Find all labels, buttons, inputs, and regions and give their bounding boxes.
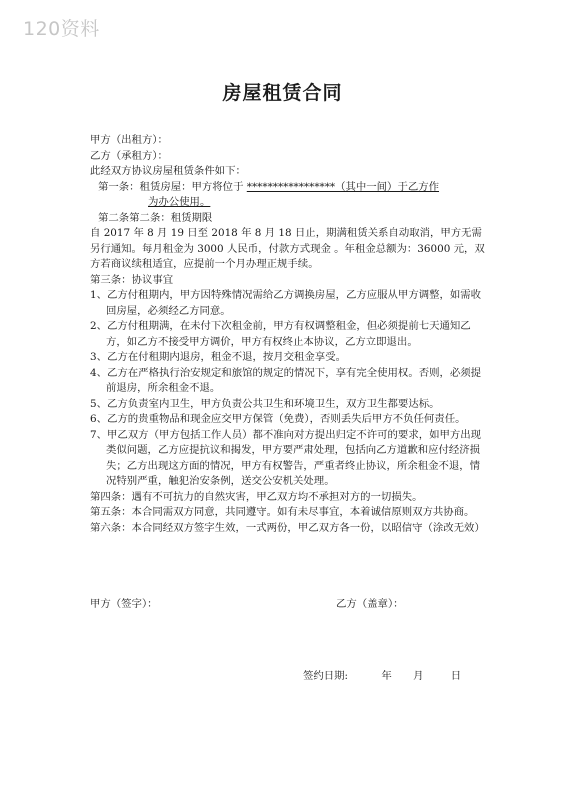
clause-1-prefix: 第一条：租赁房屋：甲方将位于 [98, 180, 247, 193]
party-b-seal: 乙方（盖章）： [336, 598, 404, 610]
watermark: 120资料 [23, 18, 100, 40]
clause-1-address: *****************（其中一间）于乙方作 [246, 180, 440, 193]
clause-3-item-1: 1、乙方付租期内，甲方因特殊情况需给乙方调换房屋，乙方应服从甲方调整，如需收回房屋，必须经乙方同意。 [90, 289, 482, 317]
clause-2-body: 自 2017 年 8 月 19 日至 2018 年 8 月 18 日止，期满租赁关系自动取消，甲方无需另行通知。每月租金为 3000 人民币，付款方式现金 。年租金总额为：36000 元，双方若商议续租适宜，应提前一个月办理正规手续。 [90, 227, 485, 270]
clause-1-continued [90, 195, 485, 211]
clause-1 [90, 180, 485, 196]
party-a-signature: 甲方（签字）： [90, 598, 158, 610]
party-b-line: 乙方（承租方）： [90, 149, 168, 162]
clause-3-item-6: 6、乙方的贵重物品和现金应交甲方保管（免费），否则丢失后甲方不负任何责任。 [90, 413, 466, 425]
intro-line: 此经双方协议房屋租赁条件如下： [90, 165, 246, 177]
contract-title: 房屋租赁合同 [222, 82, 343, 104]
date-day: 日 [450, 670, 462, 682]
clause-3-item-4: 4、乙方在严格执行治安规定和旅馆的规定的情况下，享有完全使用权。否则，必须提前退房，所余租金不退。 [90, 366, 482, 394]
clause-5: 第五条：本合同需双方同意，共同遵守。如有未尽事宜，本着诚信原则双方共协商。 [90, 506, 475, 518]
clause-3-heading: 第三条：协议事宜 [90, 273, 174, 286]
clause-3-item-2: 2、乙方付租期满，在未付下次租金前，甲方有权调整租金，但必须提前七天通知乙方，如乙方不接受甲方调价，甲方有权终止本协议，乙方立即退出。 [90, 320, 471, 348]
signing-date [303, 667, 461, 682]
date-month: 月 [413, 670, 424, 682]
clause-1-usage: 为办公使用。 [148, 196, 211, 208]
clause-3-item-5: 5、乙方负责室内卫生，甲方负责公共卫生和环境卫生，双方卫生都要达标。 [90, 397, 440, 410]
clause-6: 第六条：本合同经双方签字生效，一式两份，甲乙双方各一份，以昭信守（涂改无效） [90, 521, 485, 534]
contract-body [90, 133, 485, 536]
date-year: 年 [381, 670, 392, 682]
clause-3-item-3: 3、乙方在付租期内退房，租金不退，按月交租金享受。 [90, 351, 346, 363]
clause-2-heading: 第二条第二条：租赁期限 [98, 211, 213, 224]
clause-4: 第四条：遇有不可抗力的自然灾害，甲乙双方均不承担对方的一切损失。 [90, 490, 423, 503]
party-a-line: 甲方（出租方）： [90, 134, 168, 146]
date-label: 签约日期: [303, 670, 349, 682]
clause-3-item-7: 7、甲乙双方（甲方包括工作人员）都不准向对方提出归定不许可的要求，如甲方出现类似问题，乙方应提抗议和揭发，甲方要严肃处理，包括向乙方道歉和应付经济损失；乙方出现这方面的情况，甲方有权警告，严重者终止协议，所余租金不退，情况特别严重，触犯治安条例，送交公安机关处理。 [90, 428, 482, 487]
